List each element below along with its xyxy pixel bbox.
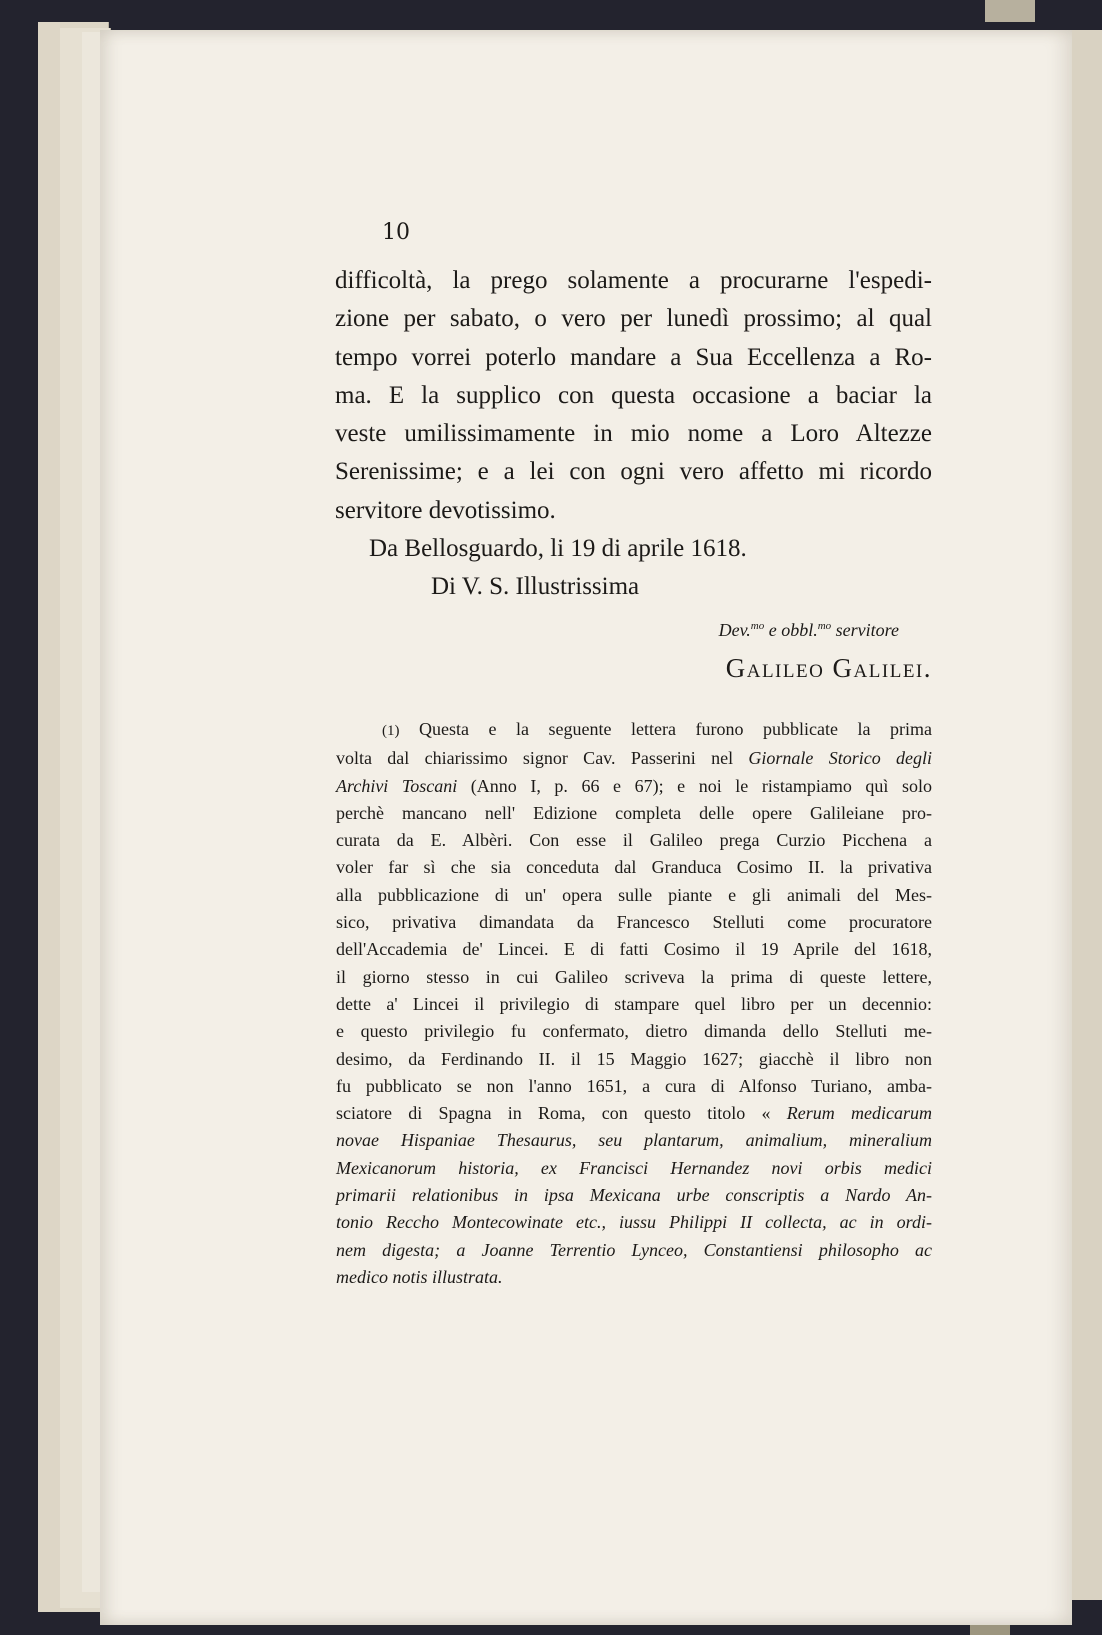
footnote-line — [336, 882, 932, 909]
closing-sup: mo — [817, 619, 832, 632]
footnote-text: fu pubblicato se non l'anno 1651, a cura di Alfonso Turiano, amba- — [336, 1075, 932, 1096]
footnote-marker: (1) — [382, 723, 400, 739]
footnote-text: sico, privativa dimandata da Francesco Stelluti come procuratore — [336, 912, 932, 933]
closing — [335, 607, 932, 649]
footnote-text: Archivi Toscani — [336, 775, 458, 796]
signature: Galileo Galilei. — [725, 652, 932, 683]
text-line: veste umilissimamente in mio nome a Loro Altezze — [335, 420, 932, 448]
footnote-line — [336, 1046, 932, 1073]
page-tab — [985, 0, 1035, 22]
footnote-text: sciatore di Spagna in Roma, con questo titolo « — [336, 1103, 787, 1124]
footnote-text: tonio Reccho Montecowinate etc., iussu Philippi II collecta, ac in ordi- — [336, 1212, 932, 1233]
text-line: difficoltà, la prego solamente a procurarne l'espedi- — [335, 267, 932, 294]
footnote-text: medico notis illustrata. — [336, 1266, 503, 1287]
footnote-text: volta dal chiarissimo signor Cav. Passerini nel — [336, 748, 749, 769]
footnote-line — [336, 827, 932, 854]
footnote-text: alla pubblicazione di un' opera sulle piante e gli animali del Mes- — [336, 884, 932, 905]
footnote-line — [336, 1182, 932, 1209]
text-line: zione per sabato, o vero per lunedì prossimo; al qual — [335, 305, 932, 333]
footnote-text: nem digesta; a Joanne Terrentio Lynceo, Constantiensi philosopho ac — [336, 1239, 932, 1260]
footnote-text: il giorno stesso in cui Galileo scriveva la prima di queste lettere, — [336, 966, 932, 987]
facing-page-edge — [1068, 30, 1102, 1600]
footnote-line — [336, 773, 932, 800]
footnote-line — [336, 1155, 932, 1182]
footnote-text: primarii relationibus in ipsa Mexicana urbe conscriptis a Nardo An- — [336, 1185, 932, 1206]
footnote-text: dell'Accademia de' Lincei. E di fatti Cosimo il 19 Aprile del 1618, — [336, 939, 932, 960]
text-line: ma. E la supplico con questa occasione a baciar la — [335, 381, 932, 409]
footnote-text: dette a' Lincei il privilegio di stampare quel libro per un decennio: — [336, 993, 932, 1014]
closing-text: servitore — [831, 619, 899, 640]
footnote-line — [336, 854, 932, 881]
closing-text: e obbl. — [764, 619, 818, 640]
footnote-text: Questa e la seguente lettera furono pubblicate la prima — [419, 719, 933, 739]
footnote-line — [336, 1018, 932, 1045]
footnote-text: desimo, da Ferdinando II. il 15 Maggio 1627; giacchè il libro non — [336, 1048, 932, 1069]
footnote-line — [336, 745, 932, 772]
footnote-text: Rerum medicarum — [786, 1103, 932, 1124]
text-line: Serenissime; e a lei con ogni vero affetto mi ricordo — [335, 458, 932, 486]
footnote-line — [336, 1237, 932, 1264]
dateline: Da Bellosguardo, li 19 di aprile 1618. — [369, 535, 747, 563]
footnote-line — [336, 1209, 932, 1236]
footnote-text: Giornale Storico degli — [748, 748, 932, 769]
footnote-text: perchè mancano nell' Edizione completa delle opere Galileiane pro- — [336, 802, 932, 823]
footnote-line — [336, 991, 932, 1018]
closing-sup: mo — [750, 619, 765, 632]
text-line: tempo vorrei poterlo mandare a Sua Eccellenza a Ro- — [335, 343, 932, 371]
footnote-text: curata da E. Albèri. Con esse il Galileo prega Curzio Picchena a — [336, 830, 932, 851]
footnote — [336, 716, 932, 1291]
footnote-line — [336, 1073, 932, 1100]
salutation: Di V. S. Illustrissima — [431, 573, 640, 601]
footnote-line — [336, 716, 932, 745]
footnote-text: voler far sì che sia conceduta dal Granduca Cosimo II. la privativa — [336, 857, 932, 878]
page-number: 10 — [382, 220, 410, 245]
footnote-text: novae Hispaniae Thesaurus, seu plantarum, animalium, mineralium — [336, 1130, 932, 1151]
footnote-line — [336, 964, 932, 991]
letter-text — [335, 262, 932, 687]
footnote-line — [336, 909, 932, 936]
footnote-text: e questo privilegio fu confermato, dietro dimanda dello Stelluti me- — [336, 1021, 932, 1042]
footnote-text: (Anno I, p. 66 e 67); e noi le ristampiamo quì solo — [457, 775, 932, 796]
footnote-line — [336, 936, 932, 963]
closing-text: Dev. — [718, 619, 751, 640]
footnote-line — [336, 800, 932, 827]
footnote-line — [336, 1100, 932, 1127]
footnote-line — [336, 1127, 932, 1154]
text-line: servitore devotissimo. — [335, 496, 556, 524]
footnote-text: Mexicanorum historia, ex Francisci Hernandez novi orbis medici — [336, 1157, 932, 1178]
footnote-line — [336, 1264, 932, 1291]
